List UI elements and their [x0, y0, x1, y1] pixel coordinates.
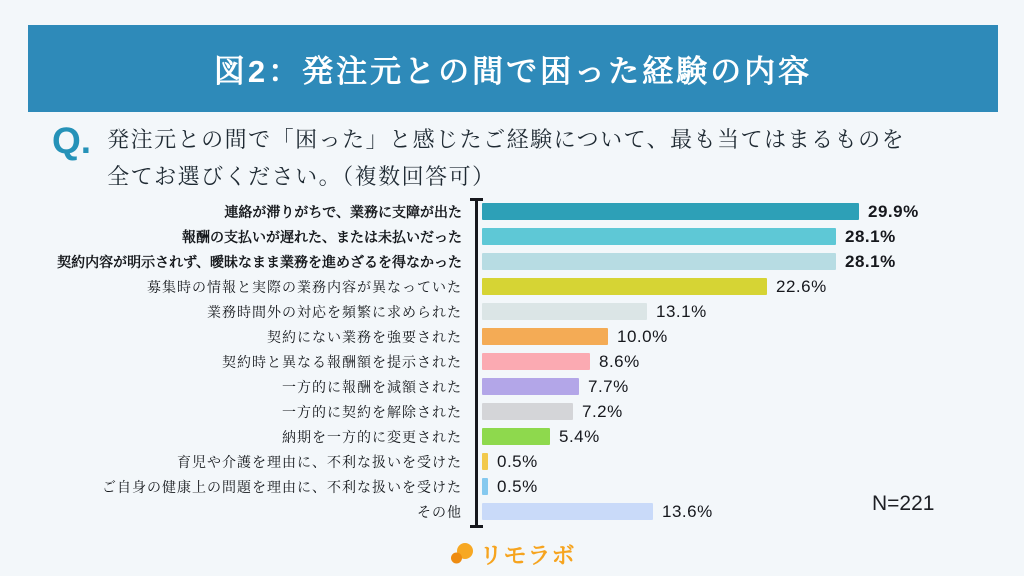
chart-row	[0, 199, 1024, 224]
bar	[482, 203, 859, 220]
bar-category-label: その他	[417, 503, 462, 520]
chart-row	[0, 274, 1024, 299]
bar-value-label: 22.6%	[776, 276, 827, 296]
bar	[482, 253, 836, 270]
bar-category-label: 募集時の情報と実際の業務内容が異なっていた	[147, 278, 462, 295]
bar	[482, 403, 573, 420]
bar-area	[482, 327, 668, 347]
bar-value-label: 0.5%	[497, 451, 538, 471]
bar-area	[482, 377, 629, 397]
remolabo-logo-icon	[449, 541, 475, 567]
bar-area	[482, 202, 919, 222]
footer	[0, 537, 1024, 570]
bar-category-label: 報酬の支払いが遅れた、または未払いだった	[182, 228, 462, 245]
question-mark-label: Q.	[52, 120, 92, 161]
chart-row	[0, 249, 1024, 274]
bar-value-label: 28.1%	[845, 251, 896, 271]
chart-row	[0, 324, 1024, 349]
chart-row	[0, 399, 1024, 424]
bar-area	[482, 277, 827, 297]
bar-value-label: 8.6%	[599, 351, 640, 371]
bar-chart	[0, 199, 1024, 524]
chart-rows	[0, 199, 1024, 524]
bar-value-label: 5.4%	[559, 426, 600, 446]
bar-value-label: 13.1%	[656, 301, 707, 321]
bar	[482, 378, 579, 395]
bar	[482, 328, 608, 345]
bar-area	[482, 252, 896, 272]
bar	[482, 353, 590, 370]
bar	[482, 428, 550, 445]
bar-area	[482, 477, 538, 497]
chart-row	[0, 299, 1024, 324]
bar-area	[482, 302, 707, 322]
bar-category-label: 連絡が滞りがちで、業務に支障が出た	[224, 203, 462, 220]
bar-value-label: 28.1%	[845, 226, 896, 246]
bar-category-label: 納期を一方的に変更された	[282, 428, 462, 445]
chart-row	[0, 449, 1024, 474]
remolabo-logo-text: リモラボ	[479, 542, 576, 568]
bar-value-label: 29.9%	[868, 201, 919, 221]
question-text-line2: 全てお選びください。（複数回答可）	[107, 164, 496, 189]
bar-value-label: 10.0%	[617, 326, 668, 346]
sample-size-note: N=221	[872, 492, 935, 515]
bar-value-label: 0.5%	[497, 476, 538, 496]
chart-row	[0, 224, 1024, 249]
bar	[482, 453, 488, 470]
bar	[482, 478, 488, 495]
figure-title: 図2：発注元との間で困った経験の内容	[213, 54, 813, 89]
bar-value-label: 7.7%	[588, 376, 629, 396]
bar-value-label: 7.2%	[582, 401, 623, 421]
chart-row	[0, 474, 1024, 499]
bar-area	[482, 427, 600, 447]
bar-category-label: 契約時と異なる報酬額を提示された	[222, 353, 462, 370]
question-text	[107, 121, 905, 195]
bar	[482, 303, 647, 320]
figure-title-banner	[28, 25, 998, 112]
bar-category-label: ご自身の健康上の問題を理由に、不利な扱いを受けた	[102, 478, 462, 495]
bar-category-label: 一方的に報酬を減額された	[282, 378, 462, 395]
bar-category-label: 契約内容が明示されず、曖昧なまま業務を進めざるを得なかった	[57, 253, 462, 270]
bar-category-label: 育児や介護を理由に、不利な扱いを受けた	[177, 453, 462, 470]
bar-value-label: 13.6%	[662, 501, 713, 521]
question-block	[52, 121, 982, 195]
bar-area	[482, 452, 538, 472]
bar-area	[482, 227, 896, 247]
chart-row	[0, 499, 1024, 524]
chart-row	[0, 424, 1024, 449]
bar-area	[482, 352, 640, 372]
bar-category-label: 業務時間外の対応を頻繁に求められた	[207, 303, 462, 320]
bar-category-label: 契約にない業務を強要された	[267, 328, 462, 345]
chart-row	[0, 349, 1024, 374]
question-text-line1: 発注元との間で「困った」と感じたご経験について、最も当てはまるものを	[107, 127, 906, 152]
bar	[482, 278, 767, 295]
bar-category-label: 一方的に契約を解除された	[282, 403, 462, 420]
chart-row	[0, 374, 1024, 399]
bar-area	[482, 402, 623, 422]
bar	[482, 228, 836, 245]
bar-area	[482, 502, 713, 522]
bar	[482, 503, 653, 520]
